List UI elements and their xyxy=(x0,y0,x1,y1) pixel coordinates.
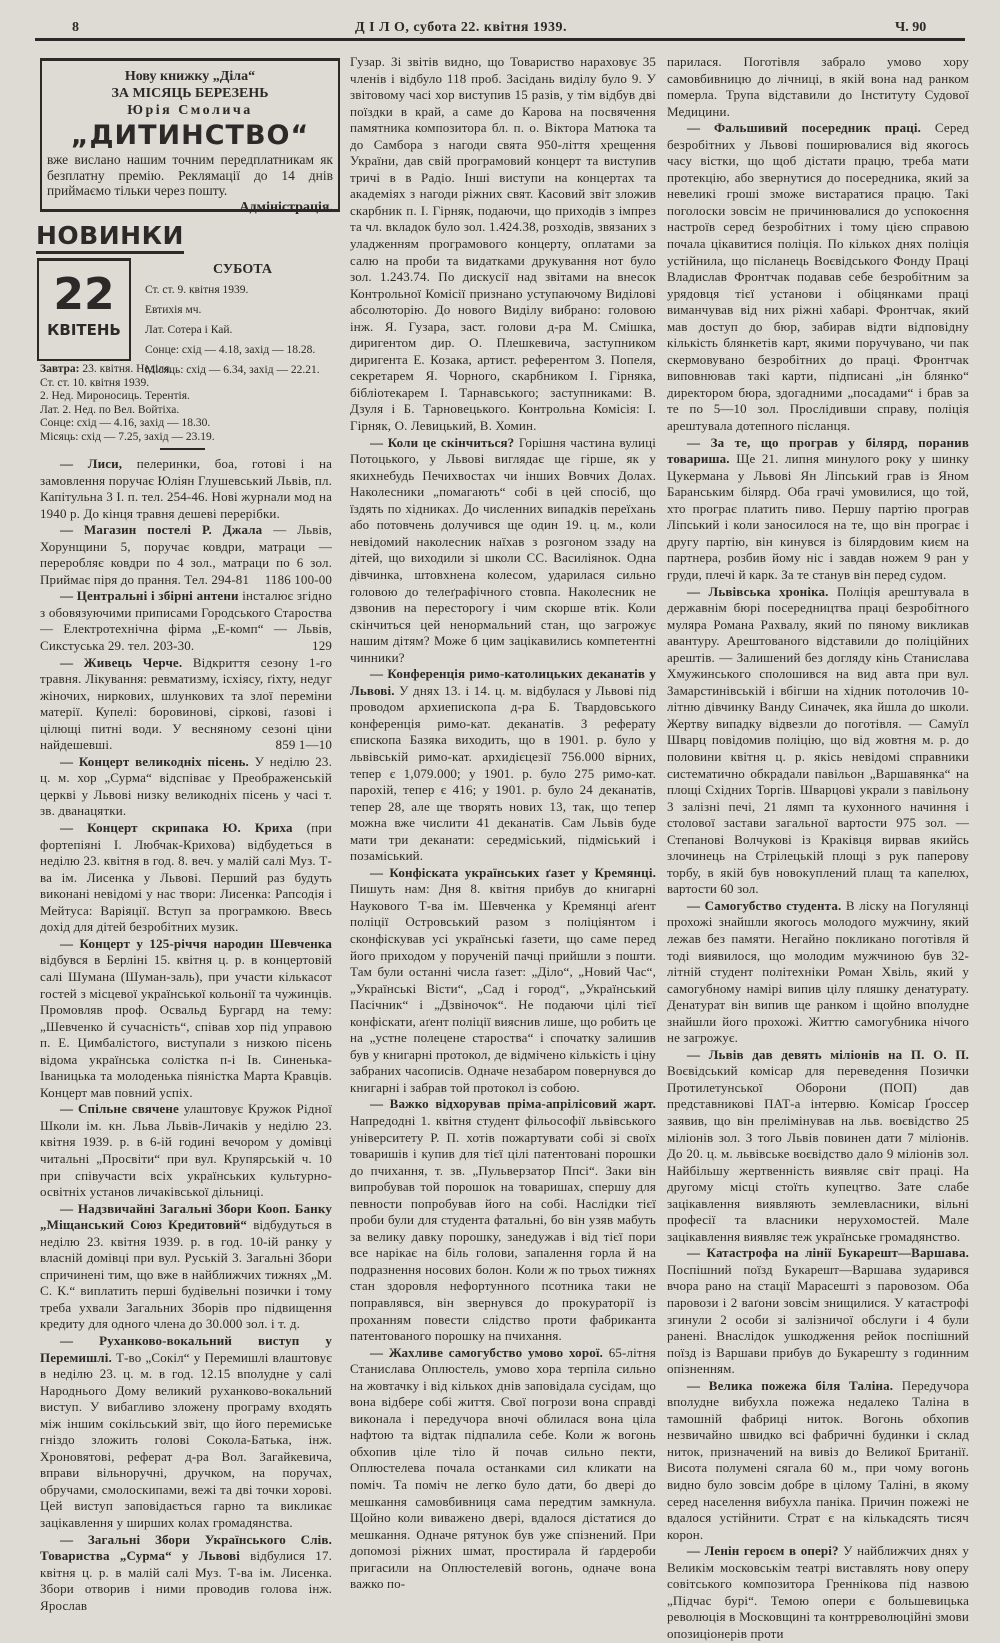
calendar-line: Лат. Сотера і Кай. xyxy=(145,324,233,336)
dash: — xyxy=(687,1046,709,1062)
ad-author: Юрія Смолича xyxy=(127,103,253,118)
section-title: НОВИНКИ xyxy=(36,222,184,254)
tomorrow-line: Ст. ст. 10. квітня 1939. xyxy=(40,376,150,389)
headline-text: Коли це скінчиться? xyxy=(387,434,515,450)
masthead-date: Д І Л О, субота 22. квітня 1939. xyxy=(355,20,567,35)
dash: — xyxy=(60,1200,78,1216)
header-rule xyxy=(35,38,965,41)
news-body: Серед безробітних у Львові поширювалися від якогось часу вістки, що щоб дістати працю, треба мати протекцію, або звернутися до посередника, який за невеликі гроші зможе вистаратися працю. Такі поголоски зовсім не причинювалися до успокоєння настроїв серед безробітних і тому цією справою почала цікавитися поліція. По кількох днях поліція устійнила, що післанець Воєвідського Фонду Праці Владислав Фронтчак подавав себе безробітним за урядовця тієї установи і обіцянками праці виманчував від них ріжні хабарі. Фронтчак, який мав доступ до бюр, забирав відти відповідну кількість блянкетів карт, якими поручувано, чи пак скермовувано безробітних до праці. Фронтчак виповнював такі карти, підписані „ін блянко“ директором бюра, здогадними „посадами“ і брав за те по 5—10 зол. Прослідивши справу, поліція арештувала дотепного післанця. xyxy=(667,120,969,434)
news-item xyxy=(667,1245,969,1377)
ad-line-2: ЗА МІСЯЦЬ БЕРЕЗЕНЬ xyxy=(111,86,269,101)
calendar-weekday: СУБОТА xyxy=(212,262,272,277)
news-item xyxy=(40,820,332,936)
dash: — xyxy=(370,1096,390,1112)
news-body: Ще 21. липня минулого року у шинку Цукермана у Львові Ян Ліпський грав із Яном Баранським білярд. Оба грачі умовилися, що той, хто програє платить пиво. Першу партію програв Ліпський і коли заносилося на те, що він програє і другу партію, він кинувся із білярдовим києм на партнера, розбив йому ніс і завдав ножем 9 ран у груди, плечі й карк. За те станув він перед судом. xyxy=(667,451,969,582)
headline-text: Львів дав девять міліонів на П. О. П. xyxy=(708,1046,969,1062)
news-body: У найближчих днях у Великім московськім театрі виставлять нову оперу совітського композитора Греннікова під назвою „Підчас бурі“. Темою опери є большевицька революція в Московщині та контрреволюційні змови опозиціонерів проти xyxy=(667,1543,969,1641)
column-2 xyxy=(350,54,656,1593)
news-item xyxy=(40,1333,332,1532)
dash: — xyxy=(60,456,88,471)
news-item xyxy=(40,1532,332,1615)
news-item xyxy=(667,54,969,120)
news-body: Відкриття сезону 1-го травня. Лікування: ревматизму, ісхіясу, ґіхту, недуг жіночих, ниркових, шлункових та злої переміни матерії. Купелі: боровинові, сіркові, ґазові і цілющі питні води. У весняному сезоні ціни найдешевші. xyxy=(40,654,332,753)
issue-number: Ч. 90 xyxy=(895,20,927,35)
news-headline xyxy=(687,1245,969,1260)
news-item xyxy=(667,1378,969,1543)
news-body: відбувся в Берліні 15. квітня ц. р. в концертовій салі Шумана (Шуман-заль), при участи кількасот гостей з місцевої української кольонії та чужинців. Промовляв проф. Освальд Бургард на тему: „Шевченко й сучасність“, співав хор під управою п. Е. Цимбалістого, виступали з низкою пісень відома українська солістка п-і Ів. Синенька-Іваницька та молоденька піяністка Марта Кравців. Концерт мав повний успіх. xyxy=(40,952,332,1100)
news-body: У неділю 23. ц. м. хор „Сурма“ відспіває у Преображенській церкві у Львові низку великодніх пісень у часі т. зв. дванацятки. xyxy=(40,753,332,819)
tomorrow-line: 2. Нед. Мироносиць. Терентія. xyxy=(40,390,190,403)
page-number: 8 xyxy=(72,20,79,35)
news-item xyxy=(667,584,969,898)
news-body: відбудуться в неділю 23. квітня 1939. р. в год. 10-ій ранку у власній домівці при вул. Руській 3. Загальні Збори спричинені тим, що вже в найближчих тижнях „М. С. К.“ виплатить перші будівельні позички і тому треба ухвали Загальних Зборів про підвищення кредиту для одного члена до 30.000 зол. і т. д. xyxy=(40,1217,332,1332)
column-3 xyxy=(667,54,969,1643)
calendar-month: КВІТЕНЬ xyxy=(47,321,121,339)
news-headline xyxy=(687,584,829,599)
news-item xyxy=(40,588,332,654)
dash: — xyxy=(60,1101,79,1117)
calendar-info xyxy=(145,260,340,380)
ad-book-title: „ДИТИНСТВО“ xyxy=(70,120,310,151)
news-body: Горішня частина вулиці Потоцького, у Львові виглядає ще гірше, як у якихнебудь Печихвостах чи інших Вовчих Долах. Наколесники „помагають“ собі в цей спосіб, що їздять по хідниках. До численних випадків переїхань або потовчень долучився ще один 19. ц. м., коли невідомий наколесник наїхав з розгоном ззаду на дітей, що виходили зі школи СС. Василіянок. Одна дівчинка, штовхнена колесом, ударилася сильно головою до телеґрафічного стовпа. Наколесник не дзвонив на пересторогу і чим скорше втік. Коли скінчиться цей ненормальний стан, що загрожує нашим дітям? Може б цим зацікавились компетентні чинники? xyxy=(350,434,656,665)
news-headline xyxy=(60,588,239,603)
news-item xyxy=(350,54,656,435)
news-headline xyxy=(687,1378,893,1393)
news-body: Т-во „Сокіл“ у Перемишлі влаштовує в неділю 23. ц. м. в год. 12.15 вполудне у салі Народнього Дому великий руханково-вокальний виступ. У вибагливо зложену програму входять між іншим сокільський звіт, що його перемиське гніздо зложить голові Сокола-Батька, інж. Хроновятові, реферат д-ра Вол. Загайкевича, вправи вільноручні, дручком, на поручах, обручами, смолоскипами, вежі та дві точки хорові. Цей виступ заповідається гарно та викликає зацікавлення у ширших колах громадянства. xyxy=(40,1349,332,1530)
headline-text: Конференція римо-католицьких деканатів у Львові. xyxy=(350,666,656,698)
news-headline xyxy=(60,456,122,471)
headline-text: Лиси, xyxy=(87,456,123,471)
news-body: відбулися 17. квітня ц. р. в малій салі Муз. Т-ва ім. Лисенка. Збори отворив і ними проводив голова інж. Ярослав xyxy=(40,1548,333,1613)
headline-text: Концерт у 125-річчя народин Шевченка xyxy=(79,935,332,951)
news-item xyxy=(350,666,656,865)
news-headline xyxy=(60,754,249,769)
headline-text: Живець Черче. xyxy=(83,654,183,670)
news-item xyxy=(667,120,969,434)
dash: — xyxy=(60,588,77,604)
headline-text: Концерт скрипака Ю. Криха xyxy=(87,820,293,836)
news-item xyxy=(667,898,969,1047)
news-body: пелеринки, боа, готові і на замовлення поручає Юліян Глушевський Львів, пл. Капітульна 3 І. п. тел. 254-46. Нові журнали мод на 1940 р. До кінця травня дешеві перерібки. xyxy=(40,456,332,521)
ad-code: 129 xyxy=(312,638,332,654)
news-headline xyxy=(60,820,293,835)
headline-text: Концерт великодніх пісень. xyxy=(78,753,249,769)
headline-text: Катастрофа на лінії Букарешт—Варшава. xyxy=(706,1245,969,1261)
headline-text: Надзвичайні Загальні Збори Кооп. Банку „Міщанський Союз Кредитовий“ xyxy=(40,1200,332,1233)
news-body: 65-літня Станислава Оплюстель, умово хора терпіла сильно на жовтачку і від кількох днів заповідала сусідам, що вона відбере собі життя. Свої погрози вона справді виконала і передучора вночі облилася вона ціла нафтою та відтак підпалила себе. Коли ж вогонь обхопив ціле тіло й почав сильно пекти, Оплюстелева почала останками сил кликати на поміч. Та поміч не легко було дати, бо двері до мешкання самовбивниця сама передтим замкнула. Щойно коли виважено двері, вдалося дістатися до мешкання. Одначе рятунок був уже спізнений. При допомозі ріжних шмат, простирала й ґардероби пригасили на Оплюстелевій вогонь, одначе вона важко по- xyxy=(350,1344,656,1592)
dash: — xyxy=(60,1531,88,1547)
dash: — xyxy=(687,1543,705,1559)
headline-text: Самогубство студента. xyxy=(704,897,842,913)
news-item xyxy=(667,1543,969,1642)
dash: — xyxy=(60,935,80,951)
headline-text: Магазин постелі Р. Джала xyxy=(84,522,263,538)
news-item xyxy=(40,655,332,754)
dash: — xyxy=(60,753,79,769)
news-headline xyxy=(60,1101,179,1116)
news-item xyxy=(350,1345,656,1593)
news-body: інсталює згідно з обовязуючими приписами Городського Староства — Електротехнічна фірма „Е-комп“ — Львів, Сикстуська 29. тел. 203-30. xyxy=(40,588,332,654)
headline-text: Важко відхорував пріма-апрілісовий жарт. xyxy=(389,1096,656,1112)
news-body: Воєвідський комісар для переведення Позички Протилетунської Оборони (ПОП) дав представникові ПАТ-а інтервю. Комісар Ґроссер заявив, що він прелімінував на льв. воєвідство 25 міліонів зол. З того Львів повинен дати 7 міліонів. До 20. ц. м. львівське воєвідство дало 9 міліонів зол. Найбільшу жертвенність виявляє світ праці. На другому місці стоїть купецтво. Зате слабе зацікавлення виявляють землевласники, вільні професії та власники нерухомостей. Мале зацікавлення виявляє теж українське громадянство. xyxy=(667,1063,969,1244)
news-headline xyxy=(687,898,841,913)
news-headline xyxy=(60,655,182,670)
dash: — xyxy=(687,897,705,913)
news-body: парилася. Поготівля забрало умово хору самовбивницю до лічниці, в якій вона над ранком померла. Трупа відставили до Інституту Судової Медицини. xyxy=(667,54,969,119)
calendar-date-box xyxy=(37,258,131,361)
news-item xyxy=(40,936,332,1101)
news-headline xyxy=(687,1543,839,1558)
calendar-line: Сонце: схід — 4.18, захід — 18.28. xyxy=(145,344,316,356)
dash: — xyxy=(370,666,388,682)
calendar-line: Ст. ст. 9. квітня 1939. xyxy=(145,284,249,296)
dash: — xyxy=(370,1344,389,1360)
news-item xyxy=(40,522,332,588)
headline-text: Руханково-вокальний виступ у Перемишлі. xyxy=(40,1332,332,1365)
news-headline xyxy=(370,865,656,880)
news-headline xyxy=(60,936,332,951)
news-item xyxy=(40,754,332,820)
headline-text: Центральні і збірні антени xyxy=(76,588,239,604)
news-body: В ліску на Погулянці прохожі знайшли якогось молодого мужчину, який лежав без памяти. Негайно покликано поготівля й тоді виявилося, що молодим мужчиною був 32-літній студент політехніки Роман Хвіль, який у самогубному намірі випив цілу пляшку денатурату. Денатурат він випив ще ранком і щойно вполудне знайшли його прохожі. Життю самогубника нічого не загрожує. xyxy=(667,897,970,1046)
news-body: Напредодні 1. квітня студент фільософії львівського університету Р. П. хотів пожартувати собі зі своїх товаришів і купив для тієї цілі патентовані порошки до пчихання, т. зв. „Пульверзатор Ппсі“. Заки він випробував той порошок на товаришах, спершу для певности попробував його на собі. Наслідки тієї проби були для студента фатальні, бо він узяв мабуть за велику давку порошку, занедужав і від тієї пори все нарікає на біль голови, запалення горла й на подразнення носових болон. Коли ж по трьох тижнях стан здоровля нефортунного псотника таки не поправлявся, він звернувся до прокураторії із проханням повести слідство проти фабриканта патентованого порошку на пчихання. xyxy=(350,1113,656,1344)
headline-text: За те, що програв у білярд, поранив товариша. xyxy=(667,434,969,467)
headline-text: Жахливе самогубство умово хорої. xyxy=(388,1344,604,1360)
dash: — xyxy=(370,864,390,880)
news-headline xyxy=(370,1345,603,1360)
news-headline xyxy=(370,1096,656,1111)
ad-code: 859 1—10 xyxy=(275,737,332,753)
news-item xyxy=(350,865,656,1097)
news-headline xyxy=(370,435,514,450)
ad-body: вже вислано нашим точним передплатникам як безплатну премію. Реклямації до 14 днів приймаємо тільки через пошту. xyxy=(47,152,333,198)
dash: — xyxy=(687,1245,707,1261)
news-body: Поспішний поїзд Букарешт—Варшава зударився вчора рано на стації Марасешті з паровозом. Оба паровози і 2 ваґони зовсім знищилися. У катастрофі згинули 2 особи зі залізничої обслуги і 4 були ранені. Внаслідок ушкодження рейок поспішний поїзд із Варшави прибув до Букарешту з годинним опізненням. xyxy=(667,1261,969,1377)
divider xyxy=(160,448,205,450)
calendar-line: Евтихія мч. xyxy=(145,304,202,316)
news-item xyxy=(40,456,332,522)
news-headline xyxy=(60,522,262,537)
dash: — xyxy=(60,820,88,836)
ad-line-1: Нову книжку „Діла“ xyxy=(124,69,256,84)
headline-text: Ленін героєм в опері? xyxy=(704,1543,839,1559)
news-item xyxy=(667,435,969,584)
headline-text: Спільне свячене xyxy=(78,1101,179,1117)
calendar-day: 22 xyxy=(53,269,115,320)
news-item xyxy=(667,1047,969,1246)
book-premium-ad xyxy=(40,58,340,215)
news-body: Передучора вполудне вибухла пожежа недалеко Таліна в тамошній фабриці ниток. Вогонь обхопив незвичайно швидко всі фабричні будинки і склад ниток, призначений на вивіз до Великої Британії. Висота полумені сягала 60 м., при чому вогонь видно було зовсім добре в цілому Таліні, в якому серед населення вибухла паніка. Причин пожежі не вдалося устійнити. Страт є на кількадсять тисяч корон. xyxy=(667,1377,969,1542)
news-body: Поліція арештувала в державнім бюрі посередництва праці безробітного муляра Романа Рахвалу, який по пяному викликав авантуру. Арештованого відставили до поліційних арештів. — Залишений без догляду кінь Станислава Хмужинського сполошився на вид авта при вул. Замарстинівській і вбігши на хідник потолочив 10-літню дівчинку Ванду Синачек, яка йшла до школи. Жертву випадку відвезли до поготівля. — Самуїл Шварц повідомив поліцію, що від жовтня м. р. до половини квітня ц. р. якісь невідомі справники систематично обкрадали павільон „Варшавянка“ на площі Східних Торгів. Шварцові украли з павільону 3 залізні печі, 21 лямп та кухонного начиння і столової застави загальної вартости 975 зол. — Степанові Волчукові із Краківця вирвав якийсь злочинець на Стрілецькій площі з рук паперову торбу, в якій був новокуплений плащ та капелюх, вартости 60 зол. xyxy=(667,583,969,897)
dash: — xyxy=(370,434,388,450)
dash: — xyxy=(687,120,715,136)
news-body: улаштовує Кружок Рідної Школи ім. кн. Льва Львів-Личаків у неділю 23. квітня 1939. р. в 6-ій годині вечором у домівці читальні „Просвіти“ при вул. Крупярській ч. 10 при співучасти всіх українських культурно-освітніх установ личаківської дільниці. xyxy=(40,1101,332,1200)
calendar-line: Місяць: схід — 6.34, захід — 22.21. xyxy=(145,364,320,376)
news-body: — Львів, Хорунщини 5, поручає ковдри, матраци — переробляє ковдри по 4 зол., матраци по 6 зол. Приймає піря до прання. Тел. 294-81 xyxy=(40,522,332,587)
tomorrow-line: Лат. 2. Нед. по Вел. Войтіха. xyxy=(40,403,180,416)
news-item xyxy=(350,1096,656,1344)
ad-code: 1186 100-00 xyxy=(264,571,332,587)
dash: — xyxy=(687,434,711,450)
news-headline xyxy=(687,1047,969,1062)
headline-text: Конфіската українських ґазет у Кремянці. xyxy=(389,864,656,880)
news-body: У днях 13. і 14. ц. м. відбулася у Львові під проводом архиепископа д-ра Б. Твардовського конференція римо-кат. деканатів. З реферату єпископа Базяка виходить, що в 1901. р. було у львівській римо-кат. архидієцезії 756.000 вірних, тепер є 1,079.000; у 1901. р. було 275 римо-кат. парохій, тепер є 416; у 1901. р. було 24 деканатів, тепер 28, але ще творять нових 13, так, що тепер можна вже числити 41 деканатів. Сам Львів буде мати три деканати: середміський, підміський і позаміський. xyxy=(350,682,656,864)
headline-text: Львівська хроніка. xyxy=(708,583,829,599)
dash: — xyxy=(60,654,84,670)
news-body: Пишуть нам: Дня 8. квітня прибув до книгарні Наукового Т-ва ім. Шевченка у Кремянці аґент поліції Островський разом з поліціянтом і сконфіскував усі українські ґазети, що саме перед його приходом у порученій пачці прийшли з пошти. Там були останні числа ґазет: „Діло“, „Новий Час“, „Українські Вісти“, „Сад і город“, „Український Пасічник“ і „Дзвіночок“. Не подаючи цілі тієї конфіскати, аґент поліції вияснив лише, що робить це на „устне полецене староства“ і спочатку залишив був у книгарні протокол, де відмічено кількість і ціну забраних часописів. Одначе незабаром повернувся до книгарні і забрав той протокол із собою. xyxy=(350,881,657,1095)
news-item xyxy=(40,1101,332,1200)
news-headline xyxy=(687,120,921,135)
tomorrow-line: Місяць: схід — 7.25, захід — 23.19. xyxy=(40,430,215,443)
dash: — xyxy=(60,522,85,538)
headline-text: Фальшивий посередник праці. xyxy=(714,120,922,136)
tomorrow-line xyxy=(40,363,330,377)
news-body: Гузар. Зі звітів видно, що Товариство нараховує 35 членів і відбуло 118 проб. Засідань виділу було 9. У звітовому часі хор виступив 15 разів, у тім відбув дві поїздки в край, а саме до Карова на посвячення памятника композитора бл. п. о. Віктора Матюка та до Самбора з нагоди свята 950-ліття хрещення України, дав свій програмовий концерт та виступив тричі в в Радіо. Інші виступи на концертах та академіях з нагоди ріжних свят. Касовий звіт зложив скарбник п. І. Гірняк, подаючи, що приходів з імпрез та чл. вкладок було зол. 1.424.38, розходів, звязаних з уладженням програмового концерту, оплатами за салю на проби та видатками друкування нот було зол. 1.243.74. По дискусії над звітами на внесок Контрольної Комісії признано уступаючому Виділові абсолюторію. До нового Виділу вибрано: головою інж. Я. Гузара, заст. голови д-ра М. Смішка, диригентом дир. О. Плешкевича, заступником диригента Е. Козака, артист. референтом З. Попеля, секретарем Я. Чорного, скарбником І. Гірняка, бібліотекарем І. Тарнавського; заступниками: В. Дзуля і Б. Тарновецького. Контрольна Комісія: І. Гірняк, О. Левицький, В. Хомин. xyxy=(350,54,656,434)
dash: — xyxy=(60,1332,100,1348)
tomorrow-line: Сонце: схід — 4.16, захід — 18.30. xyxy=(40,417,211,430)
ad-signature: Адміністрація. xyxy=(239,199,333,215)
tomorrow-label: Завтра: xyxy=(40,363,80,375)
news-item xyxy=(40,1201,332,1333)
headline-text: Загальні Збори Українського Слів. Товариства „Сурма“ у Львові xyxy=(40,1531,332,1564)
news-item xyxy=(350,435,656,667)
dash: — xyxy=(687,583,709,599)
headline-text: Велика пожежа біля Таліна. xyxy=(708,1377,894,1393)
tomorrow-date: 23. квітня. Неділя. xyxy=(79,363,173,375)
column-1 xyxy=(40,456,332,1614)
news-body: (при фортепіяні І. Любчак-Крихова) відбудеться в неділю 23. квітня в год. 8. веч. у малій салі Муз. Т-ва ім. Лисенка у Львові. Перший раз будуть виконані невідомі у нас твори: Лисенка: Рапсодія і Мейтуса: Варіяції. Вступ за програмкою. Ввесь дохід для дітей безробітних музик. xyxy=(40,820,332,935)
dash: — xyxy=(687,1377,709,1393)
tomorrow-info xyxy=(40,363,330,445)
